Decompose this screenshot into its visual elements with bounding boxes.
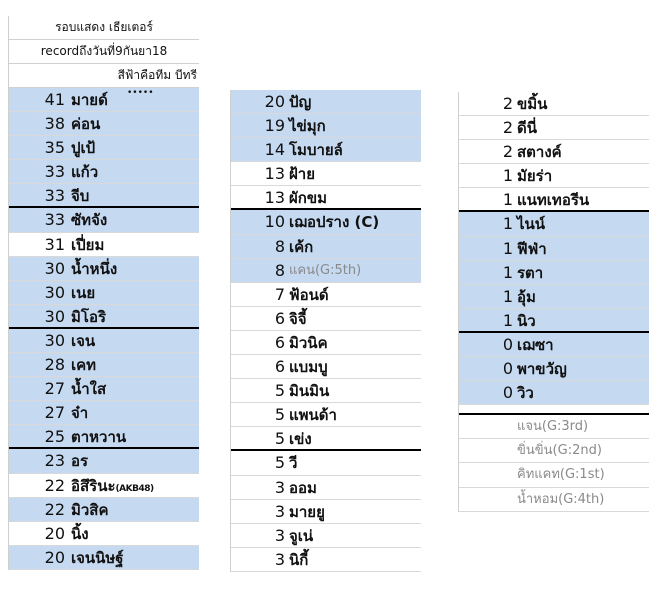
performance-count: 22 bbox=[44, 499, 65, 519]
ranking-row bbox=[231, 451, 421, 475]
performance-count: 6 bbox=[274, 332, 285, 352]
member-name: เนย bbox=[71, 283, 96, 302]
ranking-row bbox=[231, 162, 421, 186]
ranking-row bbox=[9, 425, 199, 449]
performance-count: 2 bbox=[502, 118, 513, 138]
member-name: แคน(G:5th) bbox=[289, 262, 362, 278]
header-line-2: recordถึงวันที่9กันยา18 bbox=[9, 40, 199, 64]
header-line-1: รอบแสดง เธียเตอร์ bbox=[9, 16, 199, 40]
member-name: ออม bbox=[289, 478, 317, 497]
performance-count: 8 bbox=[274, 236, 285, 256]
performance-count: 5 bbox=[274, 453, 285, 473]
performance-count: 0 bbox=[502, 359, 513, 379]
ranking-row bbox=[231, 259, 421, 283]
member-name: เฌซา bbox=[517, 335, 554, 354]
decorative-dots: ••••• bbox=[127, 88, 154, 98]
ranking-row bbox=[9, 329, 199, 353]
member-name: ซัทจัง bbox=[71, 211, 108, 230]
performance-count: 2 bbox=[502, 142, 513, 162]
ranking-row bbox=[459, 415, 649, 439]
ranking-row bbox=[9, 88, 199, 112]
performance-count: 23 bbox=[44, 451, 65, 471]
performance-count: 33 bbox=[44, 186, 65, 206]
performance-count: 7 bbox=[274, 284, 285, 304]
performance-count: 3 bbox=[274, 501, 285, 521]
member-name: ผักขม bbox=[289, 189, 328, 208]
performance-count: 30 bbox=[44, 306, 65, 326]
ranking-row bbox=[231, 331, 421, 355]
ranking-row bbox=[231, 524, 421, 548]
performance-count: 27 bbox=[44, 403, 65, 423]
ranking-column-3 bbox=[458, 92, 649, 512]
ranking-row bbox=[9, 474, 199, 498]
member-name: ค่อน bbox=[71, 115, 101, 134]
member-name: น้ำหอม(G:4th) bbox=[517, 491, 605, 507]
member-name: ฝ้าย bbox=[289, 165, 316, 184]
ranking-row bbox=[459, 140, 649, 164]
member-name: แก้ว bbox=[71, 163, 99, 182]
performance-count: 41 bbox=[44, 90, 65, 109]
ranking-row bbox=[9, 184, 199, 208]
performance-count: 20 bbox=[264, 92, 285, 111]
member-name: แพนด้า bbox=[289, 406, 337, 425]
performance-count: 5 bbox=[274, 381, 285, 401]
member-name: นิ้ง bbox=[71, 524, 89, 543]
member-name: ขิ่นขิ่น(G:2nd) bbox=[517, 443, 602, 459]
member-name: ปูเป้ bbox=[71, 139, 96, 158]
performance-count: 33 bbox=[44, 162, 65, 182]
ranking-row bbox=[9, 546, 199, 570]
performance-count: 3 bbox=[274, 549, 285, 569]
member-name: นิว bbox=[517, 311, 536, 330]
performance-count: 22 bbox=[44, 475, 65, 495]
member-name: อิสึรินะ(AKB48) bbox=[71, 476, 154, 495]
member-name: รตา bbox=[517, 263, 544, 282]
performance-count: 5 bbox=[274, 429, 285, 449]
performance-count: 13 bbox=[264, 164, 285, 184]
member-name: แจน(G:3rd) bbox=[517, 419, 589, 435]
performance-count: 38 bbox=[44, 114, 65, 134]
member-name: เค้ก bbox=[289, 237, 314, 256]
member-name: เคท bbox=[71, 356, 97, 375]
performance-count: 1 bbox=[502, 166, 513, 186]
ranking-row bbox=[459, 116, 649, 140]
performance-count: 25 bbox=[44, 427, 65, 447]
performance-count: 6 bbox=[274, 308, 285, 328]
member-name: ขมิ้น bbox=[517, 95, 548, 113]
ranking-row bbox=[9, 377, 199, 401]
member-name: เข่ง bbox=[289, 430, 312, 449]
member-name: จีบ bbox=[71, 187, 90, 206]
ranking-row bbox=[9, 401, 199, 425]
ranking-row bbox=[9, 160, 199, 184]
performance-count: 20 bbox=[44, 523, 65, 543]
ranking-row bbox=[9, 353, 199, 377]
member-name: สตางค์ bbox=[517, 143, 562, 162]
member-name: นิกี้ bbox=[289, 550, 309, 569]
member-name: แบมบู bbox=[289, 358, 328, 377]
ranking-row bbox=[459, 381, 649, 405]
member-name: มิวสิค bbox=[71, 500, 109, 519]
performance-count: 3 bbox=[274, 477, 285, 497]
ranking-row bbox=[459, 188, 649, 212]
performance-count: 31 bbox=[44, 234, 65, 254]
performance-count: 6 bbox=[274, 357, 285, 377]
member-name: ฟีฟ่า bbox=[517, 239, 547, 258]
ranking-row bbox=[9, 112, 199, 136]
performance-count: 14 bbox=[264, 140, 285, 160]
ranking-row bbox=[231, 210, 421, 234]
performance-count: 30 bbox=[44, 330, 65, 350]
performance-count: 30 bbox=[44, 258, 65, 278]
member-name: ไข่มุก bbox=[289, 117, 326, 136]
ranking-row bbox=[459, 439, 649, 463]
ranking-row bbox=[459, 237, 649, 261]
member-name: มายยู bbox=[289, 502, 325, 521]
member-tag: (AKB48) bbox=[115, 483, 154, 494]
ranking-row bbox=[9, 136, 199, 160]
performance-count: 27 bbox=[44, 379, 65, 399]
ranking-row bbox=[459, 309, 649, 333]
ranking-row bbox=[9, 208, 199, 232]
performance-count: 35 bbox=[44, 138, 65, 158]
ranking-row bbox=[231, 379, 421, 403]
member-name: เปี่ยม bbox=[71, 235, 105, 254]
ranking-row bbox=[231, 500, 421, 524]
performance-count: 5 bbox=[274, 405, 285, 425]
performance-count: 1 bbox=[502, 214, 513, 234]
member-name: คิทแคท(G:1st) bbox=[517, 467, 605, 483]
performance-count: 1 bbox=[502, 262, 513, 282]
member-name: ไนน์ bbox=[517, 215, 546, 234]
ranking-row bbox=[459, 92, 649, 116]
ranking-row bbox=[9, 498, 199, 522]
member-name: จ๋า bbox=[71, 404, 89, 423]
ranking-row bbox=[231, 114, 421, 138]
member-name: มิวนิค bbox=[289, 333, 328, 352]
ranking-row bbox=[231, 90, 421, 114]
performance-count: 33 bbox=[44, 210, 65, 230]
member-name: ฟ้อนด์ bbox=[289, 285, 329, 304]
header-line-3: สีฟ้าคือทีม บีทรี bbox=[9, 64, 199, 88]
member-name: มิโอริ bbox=[71, 307, 107, 326]
ranking-row bbox=[231, 283, 421, 307]
ranking-row bbox=[231, 186, 421, 210]
member-name: น้ำใส bbox=[71, 380, 107, 399]
ranking-row bbox=[459, 164, 649, 188]
ranking-row bbox=[9, 449, 199, 473]
member-name: ดีนี่ bbox=[517, 119, 537, 138]
performance-count: 2 bbox=[502, 94, 513, 113]
ranking-row bbox=[9, 305, 199, 329]
section-divider bbox=[459, 405, 649, 415]
member-name: ตาหวาน bbox=[71, 428, 127, 447]
performance-count: 13 bbox=[264, 188, 285, 208]
ranking-row bbox=[9, 257, 199, 281]
member-name: มายด์ bbox=[71, 91, 108, 109]
ranking-row bbox=[231, 307, 421, 331]
member-name: แนทเทอรีน bbox=[517, 191, 590, 210]
ranking-row bbox=[231, 403, 421, 427]
ranking-row bbox=[459, 488, 649, 512]
member-name: จูเน่ bbox=[289, 526, 314, 545]
performance-count: 0 bbox=[502, 334, 513, 354]
member-name: เจน bbox=[71, 331, 96, 350]
ranking-row bbox=[231, 476, 421, 500]
member-name: น้ำหนึ่ง bbox=[71, 259, 118, 278]
performance-count: 28 bbox=[44, 355, 65, 375]
member-name: เฌอปราง (C) bbox=[289, 213, 380, 232]
ranking-row bbox=[459, 333, 649, 357]
member-name: จิจี้ bbox=[289, 309, 307, 328]
ranking-row bbox=[231, 235, 421, 259]
performance-count: 0 bbox=[502, 383, 513, 403]
ranking-row bbox=[9, 522, 199, 546]
performance-count: 8 bbox=[274, 260, 285, 280]
ranking-row bbox=[231, 138, 421, 162]
ranking-row bbox=[459, 285, 649, 309]
member-name: วิว bbox=[517, 384, 534, 403]
ranking-row bbox=[459, 357, 649, 381]
ranking-row bbox=[459, 261, 649, 285]
ranking-row bbox=[231, 355, 421, 379]
ranking-row bbox=[9, 281, 199, 305]
ranking-row bbox=[459, 463, 649, 487]
performance-count: 10 bbox=[264, 212, 285, 232]
ranking-row bbox=[231, 427, 421, 451]
performance-count: 1 bbox=[502, 310, 513, 330]
member-name: มัยร่า bbox=[517, 167, 553, 186]
ranking-row bbox=[459, 212, 649, 236]
member-name: โมบายล์ bbox=[289, 141, 343, 160]
ranking-row bbox=[231, 548, 421, 572]
performance-count: 20 bbox=[44, 547, 65, 567]
member-name: อุ้ม bbox=[517, 287, 536, 306]
performance-count: 19 bbox=[264, 116, 285, 136]
performance-count: 1 bbox=[502, 286, 513, 306]
performance-count: 1 bbox=[502, 238, 513, 258]
member-name: ปัญ bbox=[289, 93, 312, 111]
member-name: อร bbox=[71, 452, 89, 471]
member-name: วี bbox=[289, 454, 298, 473]
performance-count: 1 bbox=[502, 190, 513, 210]
ranking-row bbox=[9, 233, 199, 257]
performance-count: 3 bbox=[274, 525, 285, 545]
member-name: เจนนิษฐ์ bbox=[71, 548, 124, 567]
ranking-column-1 bbox=[8, 16, 199, 570]
member-name: พาขวัญ bbox=[517, 360, 567, 379]
ranking-column-2 bbox=[230, 90, 421, 572]
member-name: มินมิน bbox=[289, 382, 330, 401]
performance-count: 30 bbox=[44, 282, 65, 302]
